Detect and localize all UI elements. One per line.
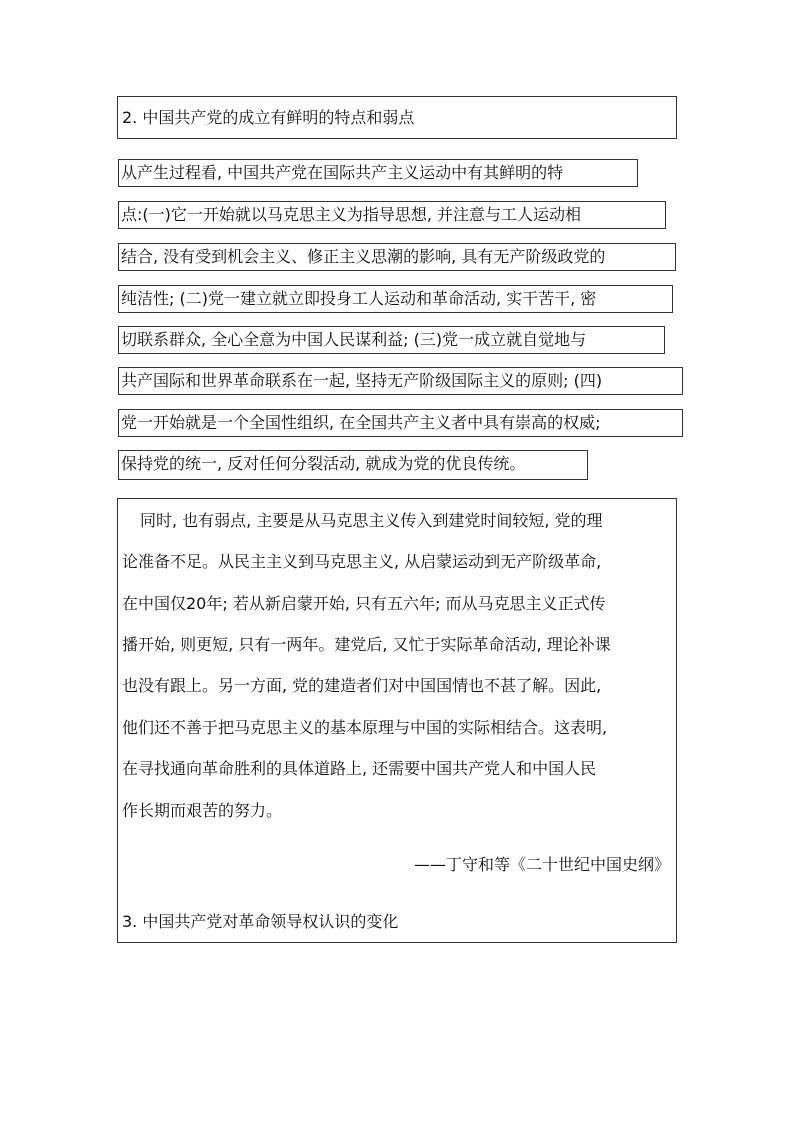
features-line-7: 党一开始就是一个全国性组织, 在全国共产主义者中具有崇高的权威; bbox=[118, 409, 683, 437]
quote-line-2: 论准备不足。从民主主义到马克思主义, 从启蒙运动到无产阶级革命, bbox=[122, 552, 602, 571]
quote-line-4: 播开始, 则更短, 只有一两年。建党后, 又忙于实际革命活动, 理论补课 bbox=[122, 635, 611, 654]
features-line-6: 共产国际和世界革命联系在一起, 坚持无产阶级国际主义的原则; (四) bbox=[118, 367, 683, 395]
features-line-8: 保持党的统一, 反对任何分裂活动, 就成为党的优良传统。 bbox=[118, 450, 588, 480]
features-line-3: 结合, 没有受到机会主义、修正主义思潮的影响, 具有无产阶级政党的 bbox=[118, 243, 676, 271]
quote-line-6: 他们还不善于把马克思主义的基本原理与中国的实际相结合。这表明, bbox=[122, 718, 608, 737]
quote-source: ——丁守和等《二十世纪中国史纲》 bbox=[413, 855, 670, 874]
quote-line-3: 在中国仅20年; 若从新启蒙开始, 只有五六年; 而从马克思主义正式传 bbox=[122, 594, 606, 613]
features-line-5: 切联系群众, 全心全意为中国人民谋利益; (三)党一成立就自觉地与 bbox=[118, 326, 665, 354]
quote-line-5: 也没有跟上。另一方面, 党的建造者们对中国国情也不甚了解。因此, bbox=[122, 676, 602, 695]
section2-heading-box bbox=[117, 96, 677, 139]
quote-box bbox=[117, 498, 677, 943]
quote-line-8: 作长期而艰苦的努力。 bbox=[122, 801, 283, 820]
features-line-2: 点:(一)它一开始就以马克思主义为指导思想, 并注意与工人运动相 bbox=[118, 201, 666, 229]
quote-line-1: 同时, 也有弱点, 主要是从马克思主义传入到建党时间较短, 党的理 bbox=[140, 511, 603, 530]
features-line-4: 纯洁性; (二)党一建立就立即投身工人运动和革命活动, 实干苦干, 密 bbox=[118, 285, 673, 313]
section2-heading: 2. 中国共产党的成立有鲜明的特点和弱点 bbox=[122, 108, 415, 127]
section3-heading: 3. 中国共产党对革命领导权认识的变化 bbox=[122, 912, 399, 931]
quote-line-7: 在寻找通向革命胜利的具体道路上, 还需要中国共产党人和中国人民 bbox=[122, 759, 597, 778]
features-line-1: 从产生过程看, 中国共产党在国际共产主义运动中有其鲜明的特 bbox=[118, 159, 638, 187]
